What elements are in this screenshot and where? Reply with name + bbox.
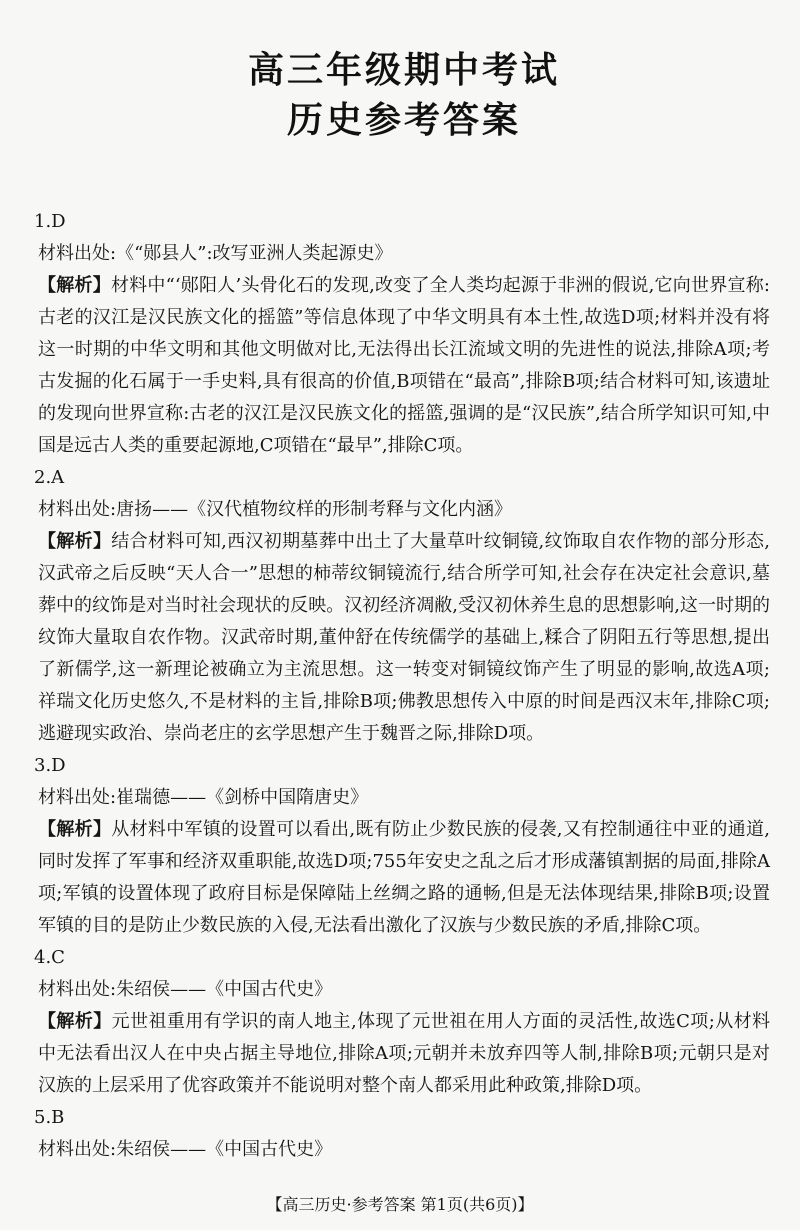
question-number: 4.C <box>34 947 65 968</box>
page-footer: 【高三历史·参考答案 第1页(共6页)】 <box>266 1195 534 1214</box>
analysis-paragraph <box>38 1006 770 1102</box>
analysis-tag: 【解析】 <box>38 531 112 552</box>
answer-content <box>34 206 771 1166</box>
analysis-paragraph <box>38 814 770 942</box>
analysis-text: 从材料中军镇的设置可以看出,既有防止少数民族的侵袭,又有控制通往中亚的通道,同时发挥了军事和经济双重职能,故选D项;755年安史之乱之后才形成藩镇割据的局面,排除A项;军镇的设置体现了政府目标是保障陆上丝绸之路的通畅,但是无法体现结果,排除B项;设置军镇的目的是防止少数民族的入侵,无法看出激化了汉族与少数民族的矛盾,排除C项。 <box>38 819 771 936</box>
question-5 <box>34 1102 770 1166</box>
material-source: 材料出处:《“郧县人”:改写亚洲人类起源史》 <box>38 243 393 264</box>
analysis-paragraph <box>38 526 770 750</box>
question-4 <box>34 942 771 1102</box>
page-subtitle: 历史参考答案 <box>286 100 521 141</box>
material-source: 材料出处:唐扬——《汉代植物纹样的形制考释与文化内涵》 <box>38 499 513 520</box>
analysis-text: 结合材料可知,西汉初期墓葬中出土了大量草叶纹铜镜,纹饰取自农作物的部分形态,汉武帝之后反映“天人合一”思想的柿蒂纹铜镜流行,结合所学可知,社会存在决定社会意识,墓葬中的纹饰是对当时社会现状的反映。汉初经济凋敝,受汉初休养生息的思想影响,这一时期的纹饰大量取自农作物。汉武帝时期,董仲舒在传统儒学的基础上,糅合了阴阳五行等思想,提出了新儒学,这一新理论被确立为主流思想。这一转变对铜镜纹饰产生了明显的影响,故选A项;祥瑞文化历史悠久,不是材料的主旨,排除B项;佛教思想传入中原的时间是西汉末年,排除C项;逃避现实政治、崇尚老庄的玄学思想产生于魏晋之际,排除D项。 <box>38 531 771 744</box>
question-number: 3.D <box>34 755 66 776</box>
analysis-tag: 【解析】 <box>38 819 112 840</box>
analysis-text: 元世祖重用有学识的南人地主,体现了元世祖在用人方面的灵活性,故选C项;从材料中无法看出汉人在中央占据主导地位,排除A项;元朝并未放弃四等人制,排除B项;元朝只是对汉族的上层采用了优容政策并不能说明对整个南人都采用此种政策,排除D项。 <box>38 1011 771 1096</box>
analysis-text: 材料中“‘郧阳人’头骨化石的发现,改变了全人类均起源于非洲的假说,它向世界宣称:古老的汉江是汉民族文化的摇篮”等信息体现了中华文明具有本土性,故选D项;材料并没有将这一时期的中华文明和其他文明做对比,无法得出长江流域文明的先进性的说法,排除A项;考古发掘的化石属于一手史料,具有很高的价值,B项错在“最高”,排除B项;结合材料可知,该遗址的发现向世界宣称:古老的汉江是汉民族文化的摇篮,强调的是“汉民族”,结合所学知识可知,中国是远古人类的重要起源地,C项错在“最早”,排除C项。 <box>38 275 770 456</box>
material-source: 材料出处:朱绍侯——《中国古代史》 <box>38 979 333 1000</box>
analysis-paragraph <box>38 270 770 462</box>
question-3 <box>34 750 771 942</box>
question-number: 2.A <box>34 467 65 488</box>
title-block <box>38 0 770 146</box>
page-title: 高三年级期中考试 <box>247 50 560 91</box>
question-number: 1.D <box>34 211 66 232</box>
question-number: 5.B <box>34 1107 65 1128</box>
question-1 <box>34 206 770 462</box>
analysis-tag: 【解析】 <box>38 1011 112 1032</box>
material-source: 材料出处:朱绍侯——《中国古代史》 <box>38 1139 333 1160</box>
analysis-tag: 【解析】 <box>38 275 111 296</box>
question-2 <box>34 462 771 750</box>
material-source: 材料出处:崔瑞德——《剑桥中国隋唐史》 <box>38 787 369 808</box>
